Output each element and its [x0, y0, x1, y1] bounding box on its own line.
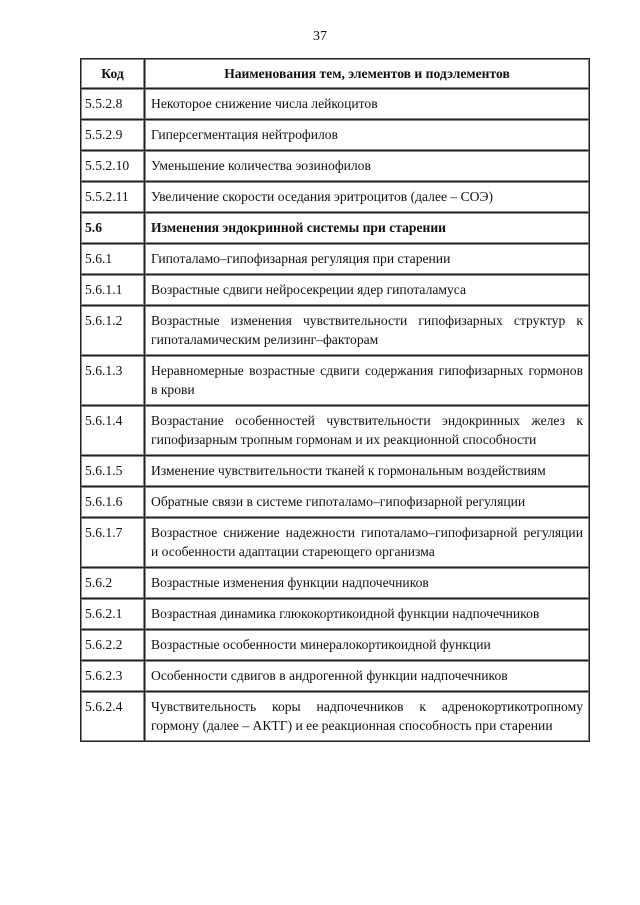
table-row [81, 599, 590, 630]
table-row [81, 275, 590, 306]
row-name: Возрастные изменения функции надпочечников [145, 568, 590, 599]
row-code: 5.6.1 [81, 244, 145, 275]
row-name: Чувствительность коры надпочечников к адренокортикотропному гормону (далее – АКТГ) и ее реакционная способность при старении [145, 692, 590, 742]
page-number: 37 [313, 29, 327, 44]
row-code: 5.6 [81, 213, 145, 244]
table-row [81, 356, 590, 406]
row-code: 5.6.1.1 [81, 275, 145, 306]
table-row [81, 568, 590, 599]
table-row [81, 151, 590, 182]
row-name: Увеличение скорости оседания эритроцитов (далее – СОЭ) [145, 182, 590, 213]
table-row [81, 518, 590, 568]
row-code: 5.6.2.4 [81, 692, 145, 742]
header-code: Код [81, 59, 145, 89]
row-code: 5.6.1.2 [81, 306, 145, 356]
row-code: 5.6.2.1 [81, 599, 145, 630]
row-name: Обратные связи в системе гипоталамо–гипофизарной регуляции [145, 487, 590, 518]
table-row [81, 692, 590, 742]
table-row [81, 120, 590, 151]
row-code: 5.6.2 [81, 568, 145, 599]
table-row [81, 406, 590, 456]
table-body [81, 89, 590, 742]
row-name: Особенности сдвигов в андрогенной функции надпочечников [145, 661, 590, 692]
row-code: 5.6.2.2 [81, 630, 145, 661]
table-row [81, 487, 590, 518]
row-name: Гиперсегментация нейтрофилов [145, 120, 590, 151]
row-code: 5.6.1.5 [81, 456, 145, 487]
row-name: Неравномерные возрастные сдвиги содержания гипофизарных гормонов в крови [145, 356, 590, 406]
row-code: 5.6.1.6 [81, 487, 145, 518]
row-name: Изменения эндокринной системы при старении [145, 213, 590, 244]
table-row [81, 89, 590, 120]
row-name: Возрастные особенности минералокортикоидной функции [145, 630, 590, 661]
table-row [81, 213, 590, 244]
table-row [81, 630, 590, 661]
row-name: Гипоталамо–гипофизарная регуляция при старении [145, 244, 590, 275]
row-code: 5.5.2.9 [81, 120, 145, 151]
topics-table [80, 58, 590, 742]
row-code: 5.5.2.11 [81, 182, 145, 213]
row-name: Возрастные сдвиги нейросекреции ядер гипоталамуса [145, 275, 590, 306]
row-name: Возрастная динамика глюкокортикоидной функции надпочечников [145, 599, 590, 630]
table-header-row [81, 59, 590, 89]
row-code: 5.6.1.3 [81, 356, 145, 406]
row-name: Некоторое снижение числа лейкоцитов [145, 89, 590, 120]
header-name: Наименования тем, элементов и подэлементов [145, 59, 590, 89]
row-code: 5.5.2.10 [81, 151, 145, 182]
row-code: 5.6.1.7 [81, 518, 145, 568]
table-row [81, 244, 590, 275]
row-name: Изменение чувствительности тканей к гормональным воздействиям [145, 456, 590, 487]
table-row [81, 182, 590, 213]
row-name: Уменьшение количества эозинофилов [145, 151, 590, 182]
row-name: Возрастное снижение надежности гипоталамо–гипофизарной регуляции и особенности адаптации стареющего организма [145, 518, 590, 568]
row-code: 5.5.2.8 [81, 89, 145, 120]
row-code: 5.6.2.3 [81, 661, 145, 692]
table-row [81, 306, 590, 356]
row-name: Возрастание особенностей чувствительности эндокринных желез к гипофизарным тропным гормонам и их реакционной способности [145, 406, 590, 456]
row-code: 5.6.1.4 [81, 406, 145, 456]
row-name: Возрастные изменения чувствительности гипофизарных структур к гипоталамическим релизинг–факторам [145, 306, 590, 356]
table-row [81, 456, 590, 487]
table-row [81, 661, 590, 692]
